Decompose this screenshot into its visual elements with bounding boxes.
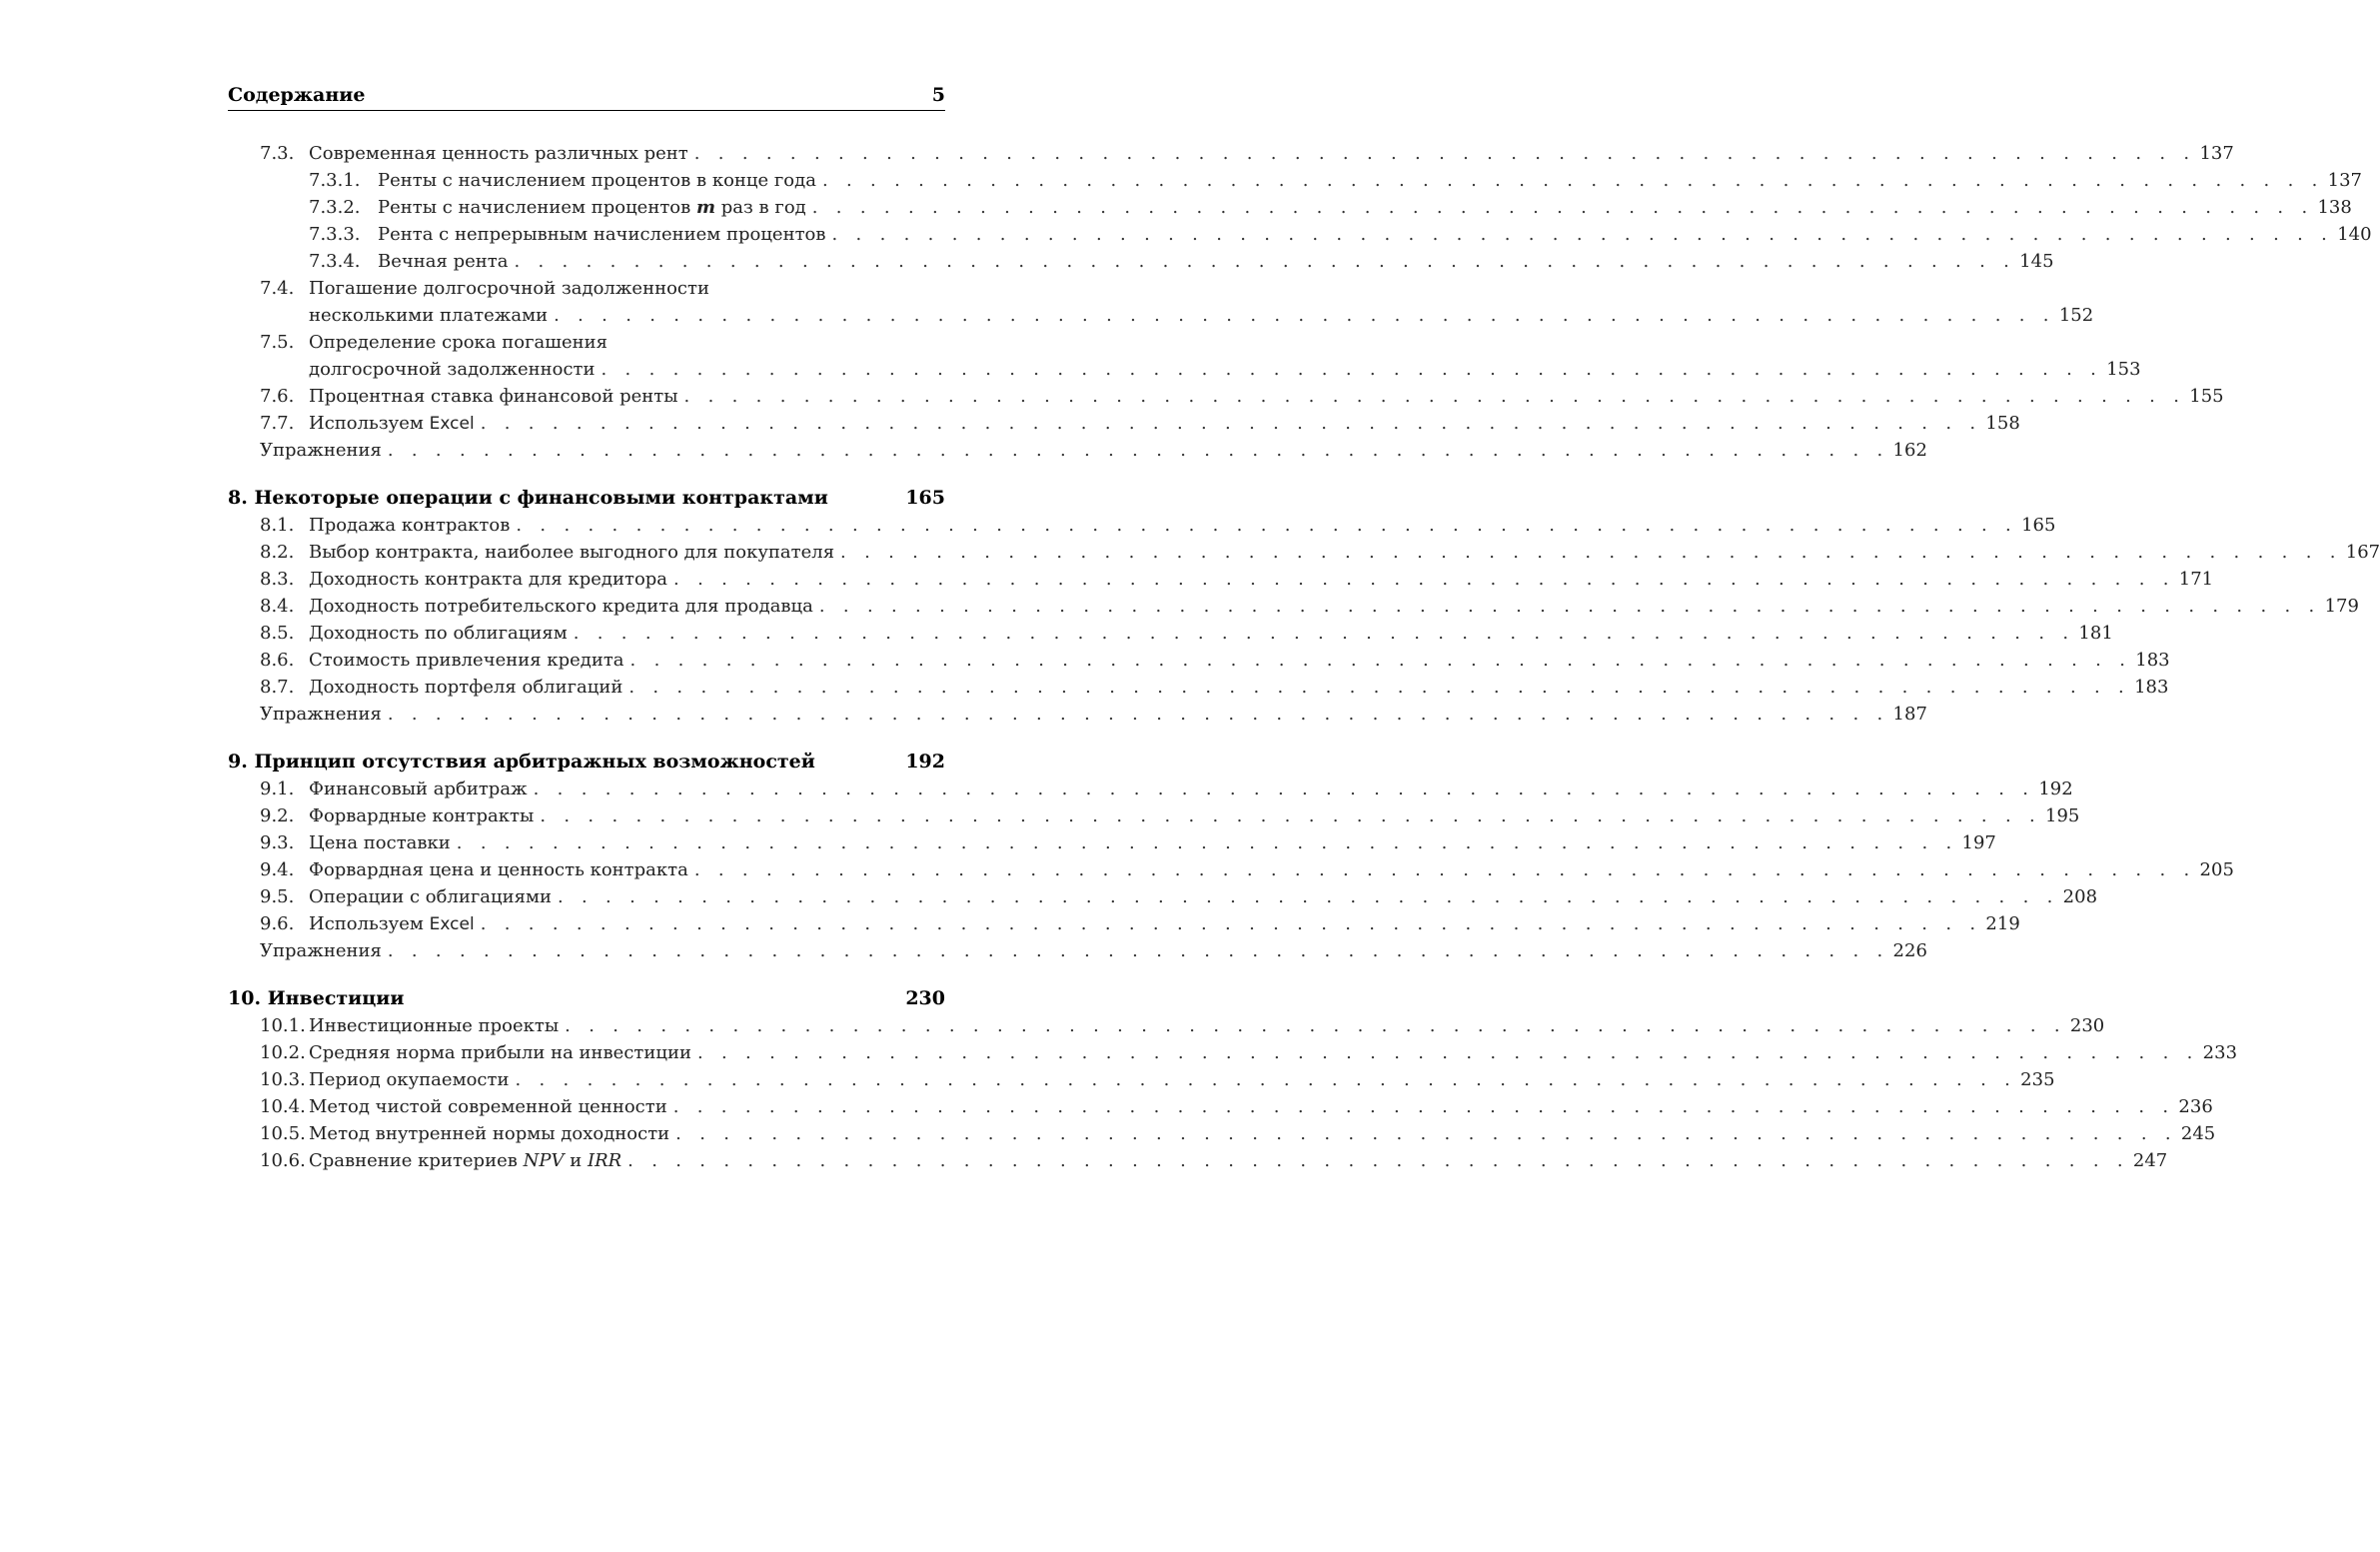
entry-number: 10.6.	[260, 1150, 306, 1171]
entry-line	[309, 802, 2080, 829]
entry-line	[309, 910, 2020, 938]
entry-title: Форвардные контракты	[309, 802, 540, 829]
entry-line	[309, 566, 2214, 593]
toc-chapter[interactable]	[228, 985, 945, 1012]
entry-line	[260, 437, 1927, 464]
entry-number: 8.7.	[260, 677, 295, 698]
leader-dots: . . . . . . . . . . . . . . . . . . . . . . . . . . . . . . . . . . . . . . . . . . . . . . . . . . . . . . . . . . . . . . .	[387, 940, 1889, 961]
entry-title	[309, 410, 481, 438]
page-number: 183	[2130, 674, 2164, 701]
leader-dots: . . . . . . . . . . . . . . . . . . . . . . . . . . . . . . . . . . . . . . . . . . . . . . . . . . . . . . . . . . . . . . .	[840, 542, 2342, 563]
software-name: Excel	[429, 914, 475, 934]
entry-title: Метод внутренней нормы доходности	[309, 1120, 675, 1147]
entry-line	[309, 302, 2094, 329]
entry-number: 8.3.	[260, 569, 295, 590]
leader-dots: . . . . . . . . . . . . . . . . . . . . . . . . . . . . . . . . . . . . . . . . . . . . . . . . . . . . . . . . . . . . . . .	[480, 413, 1982, 434]
chapter-title	[228, 985, 901, 1012]
entry-line	[378, 167, 2363, 194]
entry-line	[309, 776, 2073, 802]
entry-number: 8.4.	[260, 596, 295, 617]
leader-dots: . . . . . . . . . . . . . . . . . . . . . . . . . . . . . . . . . . . . . . . . . . . . . . . . . . . . . . . . . . . . . . .	[628, 677, 2131, 698]
entry-number: 10.1.	[260, 1015, 306, 1036]
entry-line	[378, 221, 2372, 248]
entry-line	[309, 593, 2359, 620]
page-number: 155	[2185, 383, 2219, 410]
leader-dots: . . . . . . . . . . . . . . . . . . . . . . . . . . . . . . . . . . . . . . . . . . . . . . . . . . . . . . . . . . . . . . .	[693, 859, 2196, 880]
entry-line	[309, 512, 2056, 539]
entry-line	[309, 674, 2169, 701]
entry-title: Упражнения	[260, 437, 388, 464]
entry-line	[228, 749, 945, 776]
entry-line	[309, 1039, 2238, 1066]
title-part: Ренты с начислением процентов	[378, 197, 691, 218]
entry-title	[309, 910, 481, 938]
math-symbol: NPV	[523, 1150, 565, 1171]
entry-number: 9.2.	[260, 805, 295, 826]
toc-entry[interactable]	[228, 410, 2020, 437]
title-part: Используем	[309, 413, 424, 434]
page-number: 167	[2342, 539, 2376, 566]
entry-title: Вечная рента	[378, 248, 514, 275]
entry-line	[309, 883, 2098, 910]
entry-title: Стоимость привлечения кредита	[309, 647, 630, 674]
page-number: 236	[2174, 1093, 2208, 1120]
page-number: 247	[2129, 1147, 2163, 1174]
leader-dots: . . . . . . . . . . . . . . . . . . . . . . . . . . . . . . . . . . . . . . . . . . . . . . . . . . . . . . . . . . . . . . .	[557, 886, 2059, 907]
entry-title: Упражнения	[260, 701, 388, 728]
page-number: 158	[1981, 410, 2015, 438]
entry-line	[309, 829, 1996, 856]
leader-dots: . . . . . . . . . . . . . . . . . . . . . . . . . . . . . . . . . . . . . . . . . . . . . . . . . . . . . . . . . . . . . . .	[675, 1123, 2177, 1144]
entry-line	[309, 1093, 2213, 1120]
entry-line	[309, 647, 2170, 674]
entry-title: Форвардная цена и ценность контракта	[309, 856, 694, 883]
leader-dots: . . . . . . . . . . . . . . . . . . . . . . . . . . . . . . . . . . . . . . . . . . . . . . . . . . . . . . . . . . . . . . .	[811, 197, 2314, 218]
entry-title: Современная ценность различных рент	[309, 140, 694, 167]
running-header	[228, 84, 945, 111]
leader-dots: . . . . . . . . . . . . . . . . . . . . . . . . . . . . . . . . . . . . . . . . . . . . . . . . . . . . . . . . . . . . . . .	[627, 1150, 2129, 1171]
entry-title	[309, 1147, 627, 1174]
entry-title	[378, 194, 812, 221]
leader-dots: . . . . . . . . . . . . . . . . . . . . . . . . . . . . . . . . . . . . . . . . . . . . . . . . . . . . . . . . . . . . . . .	[456, 832, 1958, 853]
math-symbol: m	[695, 197, 716, 218]
page-number: 137	[2195, 140, 2229, 167]
entry-number: 9.4.	[260, 859, 295, 880]
leader-dots: . . . . . . . . . . . . . . . . . . . . . . . . . . . . . . . . . . . . . . . . . . . . . . . . . . . . . . . . . . . . . . .	[831, 224, 2334, 245]
toc-entry-line	[228, 275, 945, 302]
page-number: 233	[2199, 1039, 2233, 1066]
entry-line	[309, 1066, 2055, 1093]
entry-number: 7.4.	[260, 278, 295, 299]
entry-number: 7.6.	[260, 386, 295, 407]
chapter-number: 9.	[228, 751, 248, 773]
entry-title: Метод чистой современной ценности	[309, 1093, 673, 1120]
page-number: 162	[1889, 437, 1923, 464]
chapter-spacer	[228, 464, 945, 485]
leader-dots: . . . . . . . . . . . . . . . . . . . . . . . . . . . . . . . . . . . . . . . . . . . . . . . . . . . . . . . . . . . . . . .	[387, 440, 1889, 461]
leader-dots: . . . . . . . . . . . . . . . . . . . . . . . . . . . . . . . . . . . . . . . . . . . . . . . . . . . . . . . . . . . . . . .	[514, 251, 2016, 272]
toc-entry[interactable]	[228, 1147, 2168, 1174]
page-number: 245	[2177, 1120, 2211, 1147]
entry-title: Доходность портфеля облигаций	[309, 674, 628, 701]
toc-entry[interactable]	[228, 1093, 2213, 1120]
leader-dots: . . . . . . . . . . . . . . . . . . . . . . . . . . . . . . . . . . . . . . . . . . . . . . . . . . . . . . . . . . . . . . .	[533, 778, 2035, 799]
entry-line	[309, 356, 2141, 383]
page-number: 153	[2102, 356, 2136, 383]
leader-dots: . . . . . . . . . . . . . . . . . . . . . . . . . . . . . . . . . . . . . . . . . . . . . . . . . . . . . . . . . . . . . . .	[387, 704, 1889, 725]
chapter-title	[228, 485, 901, 512]
software-name: Excel	[429, 414, 475, 434]
entry-number: 9.5.	[260, 886, 295, 907]
entry-number: 8.6.	[260, 650, 295, 671]
entry-number: 10.2.	[260, 1042, 306, 1063]
toc-entry[interactable]	[228, 937, 1927, 964]
entry-line	[309, 620, 2113, 647]
leader-dots: . . . . . . . . . . . . . . . . . . . . . . . . . . . . . . . . . . . . . . . . . . . . . . . . . . . . . . . . . . . . . . .	[683, 386, 2186, 407]
entry-number: 7.3.2.	[309, 197, 361, 218]
chapter-spacer	[228, 728, 945, 749]
chapter-title-text: Принцип отсутствия арбитражных возможностей	[254, 751, 815, 773]
page-number: 195	[2041, 802, 2075, 829]
leader-dots: . . . . . . . . . . . . . . . . . . . . . . . . . . . . . . . . . . . . . . . . . . . . . . . . . . . . . . . . . . . . . . .	[540, 805, 2042, 826]
leader-dots: . . . . . . . . . . . . . . . . . . . . . . . . . . . . . . . . . . . . . . . . . . . . . . . . . . . . . . . . . . . . . . .	[480, 913, 1982, 934]
page-number: 183	[2131, 647, 2165, 674]
entry-number: 8.1.	[260, 515, 295, 536]
entry-title: Доходность по облигациям	[309, 620, 574, 647]
entry-title: Период окупаемости	[309, 1066, 515, 1093]
toc-entry[interactable]	[228, 383, 2224, 410]
leader-dots: . . . . . . . . . . . . . . . . . . . . . . . . . . . . . . . . . . . . . . . . . . . . . . . . . . . . . . . . . . . . . . .	[573, 623, 2075, 644]
page-number: 205	[2196, 856, 2230, 883]
entry-number: 9.6.	[260, 913, 295, 934]
header-page-number: 5	[931, 84, 945, 106]
page-number: 145	[2015, 248, 2049, 275]
header-title: Содержание	[228, 84, 366, 106]
toc-entry[interactable]	[228, 566, 2214, 593]
toc-entry[interactable]	[228, 593, 2359, 620]
toc-entry[interactable]	[228, 194, 2352, 221]
entry-number: 10.4.	[260, 1096, 306, 1117]
entry-line	[378, 194, 2352, 221]
toc-entry[interactable]	[228, 647, 2170, 674]
entry-line	[309, 1012, 2105, 1039]
toc-entry[interactable]	[228, 883, 2098, 910]
page-number: 192	[901, 749, 945, 776]
page-number: 140	[2333, 221, 2367, 248]
entry-number: 7.3.1.	[309, 170, 361, 191]
entry-title: Продажа контрактов	[309, 512, 516, 539]
chapter-number: 8.	[228, 487, 248, 509]
toc-entry[interactable]	[228, 437, 1927, 464]
leader-dots: . . . . . . . . . . . . . . . . . . . . . . . . . . . . . . . . . . . . . . . . . . . . . . . . . . . . . . . . . . . . . . .	[629, 650, 2132, 671]
entry-line	[260, 701, 1927, 728]
page-number: 197	[1958, 829, 1992, 856]
chapter-spacer	[228, 964, 945, 985]
toc-entry[interactable]	[228, 167, 2363, 194]
toc-entry[interactable]	[228, 1066, 2055, 1093]
entry-title: Инвестиционные проекты	[309, 1012, 565, 1039]
entry-number: 9.3.	[260, 832, 295, 853]
entry-line	[309, 1120, 2216, 1147]
entry-title: Выбор контракта, наиболее выгодного для покупателя	[309, 539, 840, 566]
entry-line	[309, 1147, 2168, 1174]
entry-title: несколькими платежами	[309, 302, 554, 329]
entry-title: Финансовый арбитраж	[309, 776, 534, 802]
entry-line	[309, 383, 2224, 410]
leader-dots: . . . . . . . . . . . . . . . . . . . . . . . . . . . . . . . . . . . . . . . . . . . . . . . . . . . . . . . . . . . . . . .	[673, 569, 2175, 590]
page-number: 165	[901, 485, 945, 512]
entry-number: 8.5.	[260, 623, 295, 644]
page-number: 137	[2324, 167, 2358, 194]
toc-entry-line	[228, 329, 945, 356]
toc-entry[interactable]	[228, 701, 1927, 728]
entry-line	[378, 248, 2054, 275]
entry-line	[309, 410, 2020, 438]
toc-entry[interactable]	[228, 539, 2380, 566]
page-number: 192	[2034, 776, 2068, 802]
toc-entry[interactable]	[228, 1120, 2216, 1147]
table-of-contents	[228, 140, 2380, 1174]
entry-number: 7.7.	[260, 413, 295, 434]
toc-entry[interactable]	[228, 674, 2169, 701]
leader-dots: . . . . . . . . . . . . . . . . . . . . . . . . . . . . . . . . . . . . . . . . . . . . . . . . . . . . . . . . . . . . . . .	[515, 1069, 2017, 1090]
leader-dots: . . . . . . . . . . . . . . . . . . . . . . . . . . . . . . . . . . . . . . . . . . . . . . . . . . . . . . . . . . . . . . .	[696, 1042, 2199, 1063]
entry-line	[309, 539, 2380, 566]
entry-title: Доходность потребительского кредита для продавца	[309, 593, 819, 620]
toc-chapter[interactable]	[228, 485, 945, 512]
leader-dots: . . . . . . . . . . . . . . . . . . . . . . . . . . . . . . . . . . . . . . . . . . . . . . . . . . . . . . . . . . . . . . .	[821, 170, 2324, 191]
page-number: 235	[2016, 1066, 2050, 1093]
page-number: 219	[1981, 910, 2015, 938]
entry-line	[309, 140, 2234, 167]
leader-dots: . . . . . . . . . . . . . . . . . . . . . . . . . . . . . . . . . . . . . . . . . . . . . . . . . . . . . . . . . . . . . . .	[818, 596, 2321, 617]
entry-number: 7.3.	[260, 143, 295, 164]
page-number: 165	[2017, 512, 2051, 539]
entry-number: 10.3.	[260, 1069, 306, 1090]
title-part: Сравнение критериев	[309, 1150, 518, 1171]
title-part: Используем	[309, 913, 424, 934]
toc-entry[interactable]	[228, 512, 2056, 539]
leader-dots: . . . . . . . . . . . . . . . . . . . . . . . . . . . . . . . . . . . . . . . . . . . . . . . . . . . . . . . . . . . . . . .	[554, 305, 2055, 326]
page-number: 226	[1889, 937, 1923, 964]
leader-dots: . . . . . . . . . . . . . . . . . . . . . . . . . . . . . . . . . . . . . . . . . . . . . . . . . . . . . . . . . . . . . . .	[693, 143, 2196, 164]
page-number: 138	[2313, 194, 2347, 221]
entry-number: 7.3.4.	[309, 251, 361, 272]
entry-number: 7.5.	[260, 332, 295, 353]
leader-dots: . . . . . . . . . . . . . . . . . . . . . . . . . . . . . . . . . . . . . . . . . . . . . . . . . . . . . . . . . . . . . . .	[600, 359, 2103, 380]
entry-line	[260, 937, 1927, 964]
toc-entry[interactable]	[228, 802, 2080, 829]
toc-entry[interactable]	[228, 356, 2141, 383]
page-number: 171	[2175, 566, 2209, 593]
page-number: 230	[2066, 1012, 2100, 1039]
entry-number: 8.2.	[260, 542, 295, 563]
entry-number: 10.5.	[260, 1123, 306, 1144]
chapter-number: 10.	[228, 987, 262, 1009]
entry-title-line1: Погашение долгосрочной задолженности	[309, 278, 709, 299]
page-number: 152	[2055, 302, 2089, 329]
toc-entry[interactable]	[228, 221, 2372, 248]
title-part: раз в год	[720, 197, 806, 218]
entry-line	[309, 856, 2234, 883]
toc-chapter[interactable]	[228, 749, 945, 776]
chapter-title-text: Некоторые операции с финансовыми контрактами	[254, 487, 828, 509]
toc-entry[interactable]	[228, 302, 2094, 329]
toc-entry[interactable]	[228, 1039, 2238, 1066]
entry-line	[228, 485, 945, 512]
toc-entry[interactable]	[228, 1012, 2105, 1039]
entry-title-line1: Определение срока погашения	[309, 332, 607, 353]
chapter-title	[228, 749, 901, 776]
entry-title: Процентная ставка финансовой ренты	[309, 383, 684, 410]
leader-dots: . . . . . . . . . . . . . . . . . . . . . . . . . . . . . . . . . . . . . . . . . . . . . . . . . . . . . . . . . . . . . . .	[565, 1015, 2066, 1036]
entry-number: 7.3.3.	[309, 224, 361, 245]
toc-entry[interactable]	[228, 910, 2020, 937]
entry-title: Операции с облигациями	[309, 883, 558, 910]
entry-title: Доходность контракта для кредитора	[309, 566, 673, 593]
page-number: 230	[901, 985, 945, 1012]
entry-title: Рента с непрерывным начислением процентов	[378, 221, 832, 248]
page-number: 187	[1889, 701, 1923, 728]
toc-entry[interactable]	[228, 140, 2234, 167]
toc-entry[interactable]	[228, 620, 2113, 647]
page-number: 179	[2321, 593, 2355, 620]
toc-entry[interactable]	[228, 856, 2234, 883]
page-number: 181	[2074, 620, 2108, 647]
toc-entry[interactable]	[228, 248, 2054, 275]
entry-number: 9.1.	[260, 778, 295, 799]
entry-title: Упражнения	[260, 937, 388, 964]
title-part: и	[570, 1150, 583, 1171]
entry-line	[228, 985, 945, 1012]
entry-title: Средняя норма прибыли на инвестиции	[309, 1039, 697, 1066]
entry-title: долгосрочной задолженности	[309, 356, 601, 383]
chapter-title-text: Инвестиции	[267, 987, 405, 1009]
toc-entry[interactable]	[228, 829, 1996, 856]
leader-dots: . . . . . . . . . . . . . . . . . . . . . . . . . . . . . . . . . . . . . . . . . . . . . . . . . . . . . . . . . . . . . . .	[516, 515, 2018, 536]
toc-entry[interactable]	[228, 776, 2073, 802]
entry-title: Цена поставки	[309, 829, 457, 856]
math-symbol: IRR	[587, 1150, 622, 1171]
page-number: 208	[2059, 883, 2093, 910]
entry-title: Ренты с начислением процентов в конце года	[378, 167, 822, 194]
leader-dots: . . . . . . . . . . . . . . . . . . . . . . . . . . . . . . . . . . . . . . . . . . . . . . . . . . . . . . . . . . . . . . .	[672, 1096, 2175, 1117]
